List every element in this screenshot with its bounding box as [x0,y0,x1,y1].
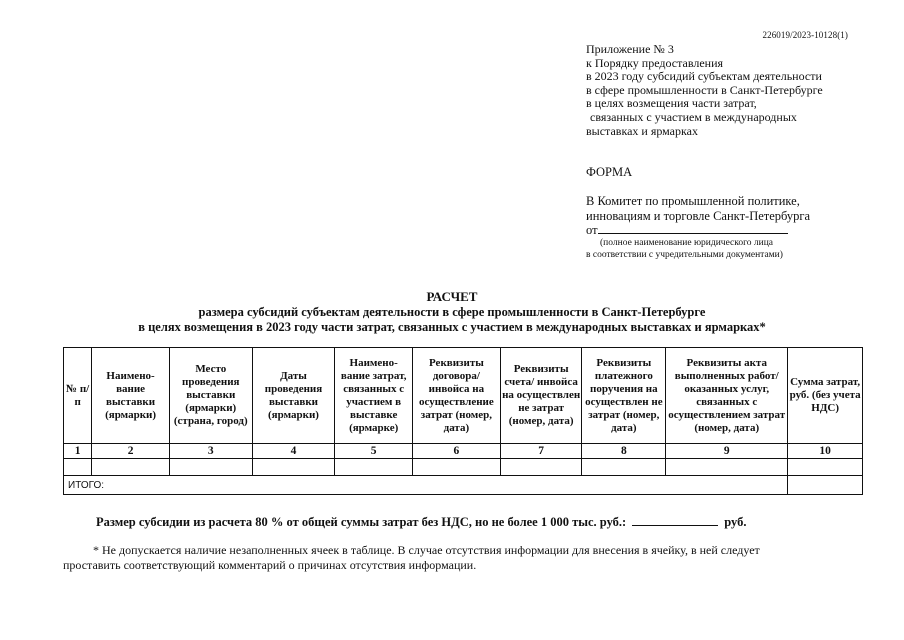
column-number: 7 [500,444,582,459]
column-header: Реквизиты счета/ инвойса на осуществлен не затрат (номер, дата) [500,348,582,444]
heading-title: РАСЧЕТ [426,289,478,304]
column-header: Даты проведения выставки (ярмарки) [252,348,335,444]
calculation-table [63,347,863,495]
column-header: Сумма затрат, руб. (без учета НДС) [788,348,863,444]
subsidy-unit: руб. [724,515,747,529]
from-label: от [586,223,598,237]
column-number: 5 [335,444,413,459]
column-number: 10 [788,444,863,459]
column-number: 6 [413,444,501,459]
from-field-note [586,237,846,261]
column-number: 1 [64,444,92,459]
column-header: № п/п [64,348,92,444]
subsidy-size-line [96,514,746,530]
table-row [64,459,863,476]
column-header: Место проведения выставки (ярмарки) (страна, город) [169,348,252,444]
table-cell[interactable] [582,459,666,476]
appendix-line: выставках и ярмарках [586,123,698,138]
column-header: Реквизиты акта выполненных работ/оказанных услуг, связанных с осуществлением затрат (номер, дата) [666,348,788,444]
heading-line: размера субсидий субъектам деятельности в сфере промышленности в Санкт-Петербурге [198,304,706,319]
appendix-line: Приложение № 3 [586,42,674,56]
footnote [63,543,853,572]
column-header: Реквизиты договора/ инвойса на осуществление затрат (номер, дата) [413,348,501,444]
table-cell[interactable] [64,459,92,476]
appendix-line: к Порядку предоставления [586,55,724,70]
column-header: Наимено-вание выставки (ярмарки) [92,348,170,444]
from-blank-field[interactable] [598,223,788,234]
addressee-line: инновациям и торговле Санкт-Петербурга [586,208,811,223]
document-heading [0,289,904,336]
column-header: Реквизиты платежного поручения на осуществлен не затрат (номер, дата) [582,348,666,444]
footnote-line: * Не допускается наличие незаполненных ячеек в таблице. В случае отсутствия информации для внесения в ячейку, в ней следует [93,543,760,557]
column-number-row [64,444,863,459]
table-cell[interactable] [92,459,170,476]
column-number: 8 [582,444,666,459]
addressee-line: В Комитет по промышленной политике, [586,194,800,208]
appendix-block [586,43,886,138]
column-header: Наимено-вание затрат, связанных с участием в выставке (ярмарке) [335,348,413,444]
total-label: ИТОГО: [64,476,788,495]
table-header-row [64,348,863,444]
column-number: 4 [252,444,335,459]
from-line [586,223,886,238]
table-cell[interactable] [666,459,788,476]
column-number: 9 [666,444,788,459]
column-number: 3 [169,444,252,459]
table-cell[interactable] [335,459,413,476]
appendix-line: в 2023 году субсидий субъектам деятельности [586,69,822,84]
table-cell[interactable] [788,459,863,476]
form-label: ФОРМА [586,165,633,179]
appendix-line: в сфере промышленности в Санкт-Петербурге [586,82,823,97]
subsidy-size-text: Размер субсидии из расчета 80 % от общей суммы затрат без НДС, но не более 1 000 тыс. руб.: [96,515,627,529]
table-cell[interactable] [252,459,335,476]
table-cell[interactable] [500,459,582,476]
appendix-line: в целях возмещения части затрат, [586,96,757,111]
total-value-cell[interactable] [788,476,863,495]
footnote-line: проставить соответствующий комментарий о причинах отсутствия информации. [63,557,477,572]
table-cell[interactable] [413,459,501,476]
appendix-line: связанных с участием в международных [590,109,797,124]
table-cell[interactable] [169,459,252,476]
subsidy-amount-field[interactable] [632,514,718,526]
addressee-block [586,194,886,238]
heading-line: в целях возмещения в 2023 году части затрат, связанных с участием в международных выставках и ярмарках* [138,320,766,334]
note-line: (полное наименование юридического лица [600,238,774,248]
document-number: 226019/2023-10128(1) [762,30,848,40]
total-row [64,476,863,495]
column-number: 2 [92,444,170,459]
note-line: в соответствии с учредительными документами) [586,250,783,260]
